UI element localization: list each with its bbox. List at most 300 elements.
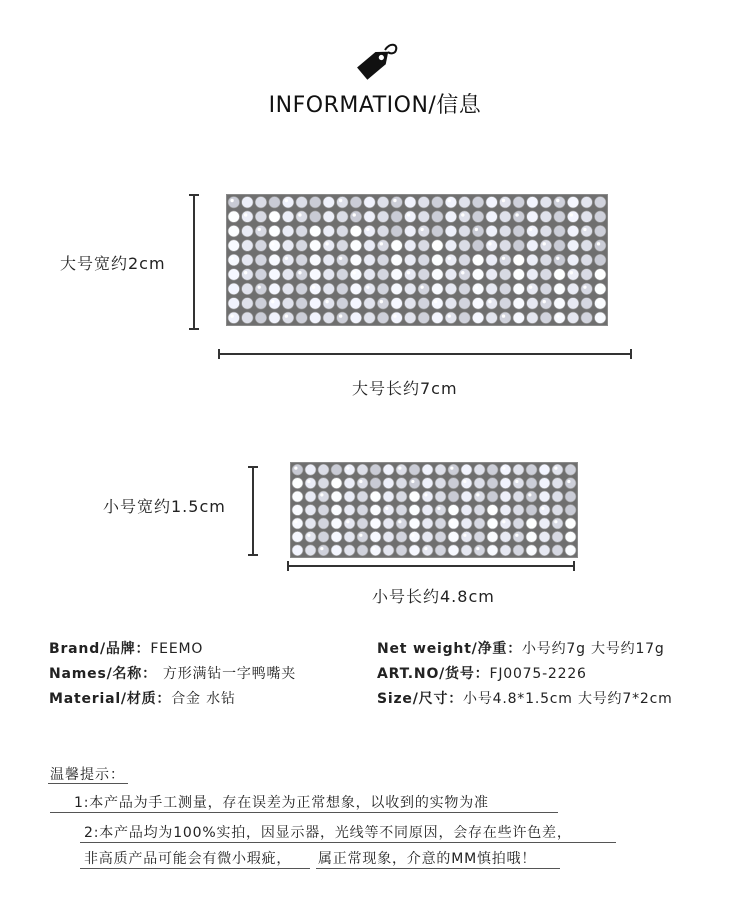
rhinestone	[370, 491, 381, 502]
rhinestone	[370, 505, 381, 516]
rhinestone	[377, 269, 388, 280]
rhinestone	[526, 518, 537, 529]
rhinestone	[474, 491, 485, 502]
price-tag-icon	[352, 40, 400, 84]
rhinestone-sparkle	[353, 213, 356, 216]
rhinestone	[527, 312, 538, 323]
rhinestone-sparkle	[502, 466, 505, 469]
rhinestone-sparkle	[461, 271, 464, 274]
rhinestone	[513, 491, 524, 502]
rhinestone	[337, 240, 348, 251]
rhinestone	[377, 298, 388, 309]
rhinestone	[350, 254, 361, 265]
rhinestone	[581, 211, 592, 222]
rhinestone-sparkle	[398, 520, 401, 523]
rhinestone	[418, 298, 429, 309]
rhinestone	[500, 283, 511, 294]
rhinestone	[432, 312, 443, 323]
rhinestone	[461, 464, 472, 475]
rhinestone	[527, 197, 538, 208]
rhinestone	[461, 505, 472, 516]
rhinestone-sparkle	[476, 493, 479, 496]
rhinestone	[474, 464, 485, 475]
rhinestone	[242, 298, 253, 309]
rhinestone	[527, 298, 538, 309]
rhinestone	[539, 505, 550, 516]
rhinestone	[567, 269, 578, 280]
rhinestone	[383, 545, 394, 556]
rhinestone	[513, 197, 524, 208]
rhinestone	[448, 464, 459, 475]
rhinestone	[565, 531, 576, 542]
rhinestone	[323, 240, 334, 251]
rhinestone	[409, 518, 420, 529]
rhinestone	[269, 240, 280, 251]
rhinestone	[445, 254, 456, 265]
rhinestone	[513, 505, 524, 516]
rhinestone	[581, 254, 592, 265]
rhinestone	[296, 211, 307, 222]
rhinestone	[539, 531, 550, 542]
rhinestone	[432, 211, 443, 222]
rhinestone	[405, 312, 416, 323]
rhinestone	[344, 545, 355, 556]
rhinestone	[337, 225, 348, 236]
rhinestone	[331, 478, 342, 489]
rhinestone-sparkle	[489, 507, 492, 510]
rhinestone-sparkle	[339, 257, 342, 260]
rhinestone	[391, 269, 402, 280]
spec-brand-value: FEEMO	[150, 641, 204, 657]
rhinestone	[282, 269, 293, 280]
rhinestone-sparkle	[597, 242, 600, 245]
rhinestone	[472, 254, 483, 265]
rhinestone-sparkle	[463, 534, 466, 537]
rhinestone	[292, 478, 303, 489]
rhinestone	[435, 531, 446, 542]
rhinestone	[567, 312, 578, 323]
rhinestone-sparkle	[407, 213, 410, 216]
rhinestone	[432, 254, 443, 265]
rhinestone	[350, 269, 361, 280]
rhinestone	[445, 240, 456, 251]
spec-names	[49, 663, 296, 683]
rhinestone	[391, 254, 402, 265]
rhinestone	[459, 254, 470, 265]
rhinestone-sparkle	[320, 493, 323, 496]
rhinestone	[364, 298, 375, 309]
rhinestone	[396, 478, 407, 489]
rhinestone	[331, 545, 342, 556]
rhinestone	[422, 478, 433, 489]
rhinestone	[595, 298, 606, 309]
rhinestone	[364, 211, 375, 222]
rhinestone	[344, 464, 355, 475]
spec-material-value: 合金 水钻	[171, 691, 236, 707]
rhinestone	[500, 211, 511, 222]
rhinestone	[391, 240, 402, 251]
rhinestone	[255, 225, 266, 236]
rhinestone	[269, 211, 280, 222]
rhinestone	[296, 240, 307, 251]
rhinestone	[255, 240, 266, 251]
rhinestone	[344, 478, 355, 489]
rhinestone	[350, 312, 361, 323]
rhinestone	[242, 240, 253, 251]
rhinestone	[310, 312, 321, 323]
rhinestone	[500, 478, 511, 489]
rhinestone	[595, 240, 606, 251]
rhinestone	[581, 225, 592, 236]
rhinestone-sparkle	[285, 314, 288, 317]
rhinestone-sparkle	[325, 300, 328, 303]
rhinestone	[305, 531, 316, 542]
rhinestone	[486, 197, 497, 208]
rhinestone	[242, 312, 253, 323]
rhinestone	[377, 240, 388, 251]
rhinestone	[552, 545, 563, 556]
rhinestone-sparkle	[448, 314, 451, 317]
rhinestone-sparkle	[420, 228, 423, 231]
rhinestone	[459, 269, 470, 280]
rhinestone	[527, 254, 538, 265]
rhinestone	[331, 505, 342, 516]
spec-weight	[377, 638, 665, 658]
rhinestone	[474, 518, 485, 529]
rhinestone	[581, 197, 592, 208]
rhinestone	[500, 505, 511, 516]
rhinestone-sparkle	[556, 257, 559, 260]
rhinestone	[383, 491, 394, 502]
rhinestone-sparkle	[502, 257, 505, 260]
rhinestone	[486, 298, 497, 309]
rhinestone	[282, 197, 293, 208]
rhinestone	[448, 491, 459, 502]
rhinestone	[554, 254, 565, 265]
rhinestone	[500, 298, 511, 309]
rhinestone-sparkle	[554, 520, 557, 523]
rhinestone	[539, 491, 550, 502]
rhinestone	[391, 197, 402, 208]
rhinestone	[357, 518, 368, 529]
rhinestone	[255, 283, 266, 294]
rhinestone	[292, 464, 303, 475]
rhinestone	[554, 211, 565, 222]
rhinestone	[255, 197, 266, 208]
rhinestone	[364, 225, 375, 236]
rhinestone-sparkle	[411, 480, 414, 483]
spec-brand	[49, 638, 203, 658]
rhinestone	[513, 298, 524, 309]
rhinestone	[459, 240, 470, 251]
rhinestone	[595, 197, 606, 208]
rhinestone	[539, 518, 550, 529]
rhinestone	[228, 254, 239, 265]
rhinestone-sparkle	[570, 271, 573, 274]
rhinestone	[513, 254, 524, 265]
rhinestone	[581, 298, 592, 309]
rhinestone	[500, 240, 511, 251]
rhinestone	[292, 518, 303, 529]
rhinestone-sparkle	[359, 480, 362, 483]
rhinestone-sparkle	[488, 242, 491, 245]
rhinestone	[318, 505, 329, 516]
rhinestone	[409, 545, 420, 556]
rhinestone	[472, 269, 483, 280]
rhinestone	[595, 312, 606, 323]
rhinestone	[228, 197, 239, 208]
rhinestone	[565, 545, 576, 556]
rhinestone	[432, 197, 443, 208]
rhinestone	[344, 518, 355, 529]
rhinestone	[344, 531, 355, 542]
rhinestone-sparkle	[434, 242, 437, 245]
rhinestone	[391, 283, 402, 294]
rhinestone	[487, 505, 498, 516]
rhinestone	[350, 240, 361, 251]
rhinestone	[377, 283, 388, 294]
rhinestone-sparkle	[298, 271, 301, 274]
rhinestone	[595, 269, 606, 280]
note-line-3a: 非高质产品可能会有微小瑕疵，	[84, 851, 292, 867]
rhinestone	[526, 464, 537, 475]
rhinestone	[513, 240, 524, 251]
rhinestone	[445, 269, 456, 280]
rhinestone	[292, 505, 303, 516]
rhinestone	[383, 478, 394, 489]
rhinestone	[377, 312, 388, 323]
rhinestone-sparkle	[529, 285, 532, 288]
rhinestone	[540, 225, 551, 236]
rhinestone	[405, 298, 416, 309]
rhinestone	[383, 464, 394, 475]
rhinestone-sparkle	[502, 314, 505, 317]
rhinestone	[370, 464, 381, 475]
rhinestone	[255, 211, 266, 222]
rhinestone	[474, 531, 485, 542]
rhinestone	[370, 545, 381, 556]
rhinestone-sparkle	[339, 199, 342, 202]
rhinestone	[405, 197, 416, 208]
rhinestone	[435, 518, 446, 529]
rhinestone-sparkle	[366, 285, 369, 288]
rhinestone	[418, 283, 429, 294]
rhinestone	[310, 269, 321, 280]
spec-brand-label: Brand/品牌：	[49, 641, 151, 657]
rhinestone	[323, 283, 334, 294]
rhinestone	[581, 283, 592, 294]
spec-art-label: ART.NO/货号：	[377, 666, 490, 682]
rhinestone	[445, 225, 456, 236]
rhinestone	[540, 254, 551, 265]
rhinestone	[486, 269, 497, 280]
rhinestone	[445, 197, 456, 208]
note-line-3b-rule	[316, 868, 560, 869]
rhinestone	[445, 211, 456, 222]
rhinestone	[448, 531, 459, 542]
notes-title: 温馨提示：	[50, 767, 125, 783]
rhinestone-sparkle	[393, 314, 396, 317]
rhinestone	[255, 269, 266, 280]
rhinestone	[409, 505, 420, 516]
rhinestone	[370, 531, 381, 542]
rhinestone	[269, 298, 280, 309]
rhinestone-sparkle	[437, 507, 440, 510]
rhinestone-sparkle	[543, 300, 546, 303]
rhinestone	[296, 283, 307, 294]
rhinestone-sparkle	[366, 228, 369, 231]
note-line-2: 2:本产品均为100%实拍，因显示器，光线等不同原因，会存在些许色差，	[84, 825, 572, 841]
rhinestone	[526, 505, 537, 516]
rhinestone	[344, 491, 355, 502]
rhinestone	[500, 269, 511, 280]
rhinestone	[337, 211, 348, 222]
rhinestone-sparkle	[556, 314, 559, 317]
rhinestone	[527, 225, 538, 236]
rhinestone-sparkle	[320, 547, 323, 550]
rhinestone	[432, 269, 443, 280]
rhinestone	[565, 464, 576, 475]
rhinestone	[344, 505, 355, 516]
rhinestone-sparkle	[258, 285, 261, 288]
rhinestone-sparkle	[359, 534, 362, 537]
rhinestone	[418, 312, 429, 323]
rhinestone	[331, 464, 342, 475]
rhinestone	[357, 545, 368, 556]
rhinestone	[474, 478, 485, 489]
spec-material-label: Material/材质：	[49, 691, 172, 707]
rhinestone	[540, 211, 551, 222]
spec-material	[49, 688, 236, 708]
rhinestone	[486, 283, 497, 294]
rhinestone	[459, 211, 470, 222]
rhinestone	[364, 312, 375, 323]
rhinestone	[310, 298, 321, 309]
rhinestone	[527, 240, 538, 251]
rhinestone	[513, 283, 524, 294]
rhinestone-sparkle	[475, 285, 478, 288]
rhinestone	[323, 298, 334, 309]
small-width-dimension-line	[252, 466, 254, 556]
rhinestone	[487, 545, 498, 556]
rhinestone	[432, 283, 443, 294]
rhinestone	[405, 240, 416, 251]
rhinestone	[296, 254, 307, 265]
rhinestone	[269, 254, 280, 265]
rhinestone	[350, 197, 361, 208]
rhinestone	[448, 545, 459, 556]
rhinestone-sparkle	[380, 242, 383, 245]
rhinestone	[255, 312, 266, 323]
rhinestone	[409, 531, 420, 542]
rhinestone	[305, 464, 316, 475]
rhinestone	[472, 298, 483, 309]
rhinestone	[435, 505, 446, 516]
rhinestone-sparkle	[230, 314, 233, 317]
rhinestone	[500, 491, 511, 502]
rhinestone-sparkle	[244, 271, 247, 274]
rhinestone	[432, 240, 443, 251]
rhinestone-sparkle	[543, 242, 546, 245]
rhinestone	[331, 491, 342, 502]
rhinestone	[331, 531, 342, 542]
rhinestone	[269, 312, 280, 323]
rhinestone	[487, 478, 498, 489]
rhinestone-sparkle	[372, 547, 375, 550]
rhinestone-sparkle	[515, 480, 518, 483]
rhinestone	[527, 269, 538, 280]
rhinestone	[526, 545, 537, 556]
rhinestone	[554, 269, 565, 280]
rhinestone	[552, 491, 563, 502]
rhinestone	[282, 283, 293, 294]
rhinestone-sparkle	[434, 300, 437, 303]
rhinestone	[282, 298, 293, 309]
rhinestone	[364, 197, 375, 208]
spec-weight-label: Net weight/净重：	[377, 641, 522, 657]
rhinestone	[292, 531, 303, 542]
rhinestone-sparkle	[333, 507, 336, 510]
rhinestone-sparkle	[372, 493, 375, 496]
rhinestone	[242, 269, 253, 280]
rhinestone	[513, 211, 524, 222]
rhinestone	[461, 531, 472, 542]
rhinestone	[422, 531, 433, 542]
notes-title-underline	[48, 783, 128, 784]
rhinestone	[405, 254, 416, 265]
spec-size-label: Size/尺寸：	[377, 691, 464, 707]
rhinestone	[500, 254, 511, 265]
rhinestone	[513, 478, 524, 489]
spec-names-label: Names/名称：	[49, 666, 157, 682]
rhinestone	[461, 491, 472, 502]
rhinestone	[337, 283, 348, 294]
rhinestone-sparkle	[380, 300, 383, 303]
rhinestone	[391, 298, 402, 309]
rhinestone	[513, 464, 524, 475]
rhinestone-sparkle	[488, 300, 491, 303]
rhinestone	[500, 545, 511, 556]
rhinestone	[296, 197, 307, 208]
rhinestone	[396, 464, 407, 475]
rhinestone-sparkle	[424, 547, 427, 550]
rhinestone	[323, 254, 334, 265]
rhinestone	[364, 283, 375, 294]
rhinestone-sparkle	[528, 493, 531, 496]
rhinestone-sparkle	[448, 199, 451, 202]
rhinestone	[242, 211, 253, 222]
rhinestone	[305, 545, 316, 556]
rhinestone	[526, 491, 537, 502]
page-title: INFORMATION/信息	[268, 93, 482, 118]
rhinestone	[581, 240, 592, 251]
rhinestone	[486, 254, 497, 265]
rhinestone	[554, 298, 565, 309]
rhinestone	[565, 478, 576, 489]
rhinestone	[513, 545, 524, 556]
rhinestone	[552, 478, 563, 489]
rhinestone	[318, 545, 329, 556]
spec-art-no	[377, 663, 587, 683]
rhinestone	[459, 283, 470, 294]
rhinestone-sparkle	[502, 520, 505, 523]
rhinestone	[323, 269, 334, 280]
rhinestone	[554, 312, 565, 323]
rhinestone	[377, 254, 388, 265]
large-length-dimension-line	[218, 353, 632, 355]
rhinestone	[323, 197, 334, 208]
rhinestone-sparkle	[271, 242, 274, 245]
